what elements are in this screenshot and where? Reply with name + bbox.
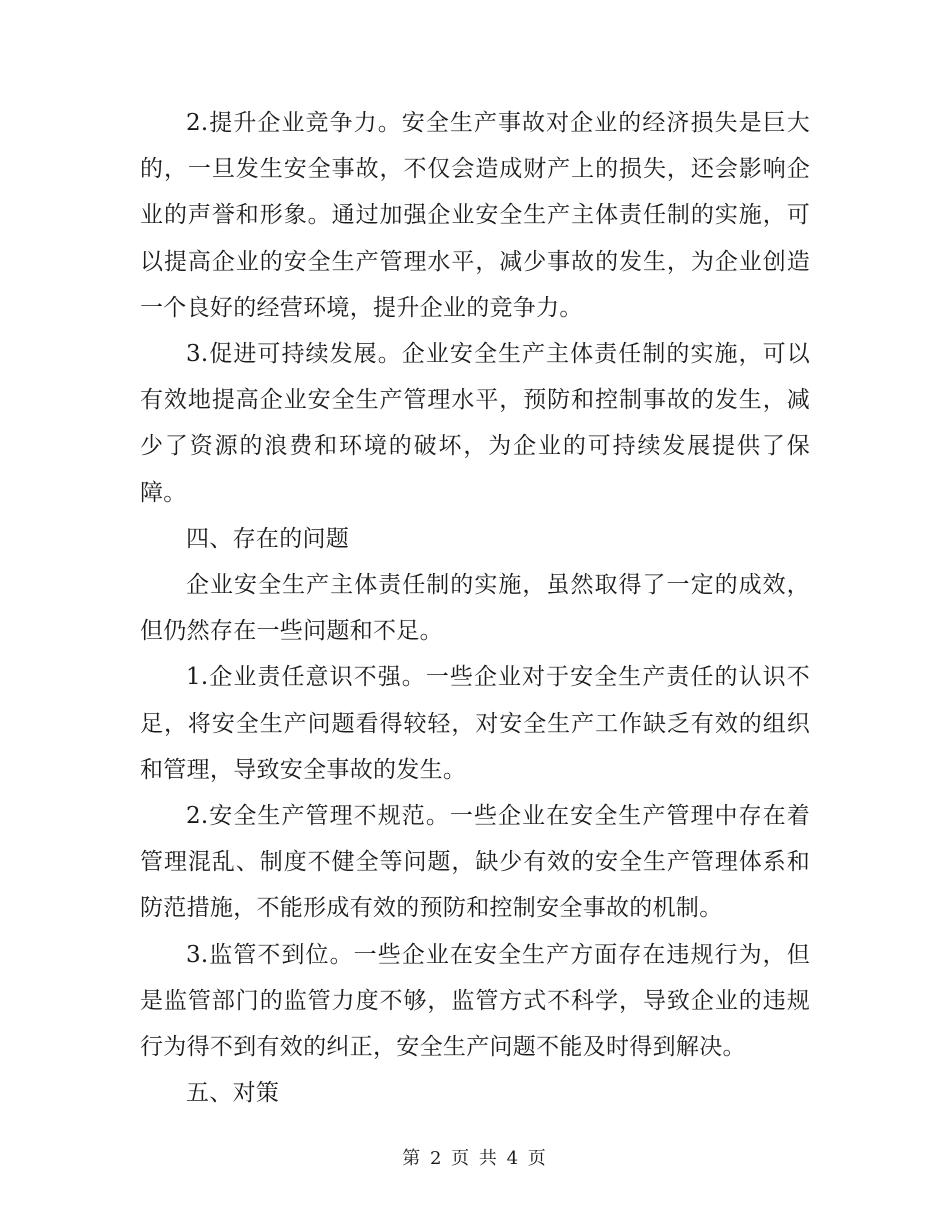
section-heading-problems: 四、存在的问题 xyxy=(186,525,350,552)
paragraph-item-3-sustainability: 3.促进可持续发展。企业安全生产主体责任制的实施，可以有效地提高企业安全生产管理水平，预防和控制事故的发生，减少了资源的浪费和环境的破坏，为企业的可持续发展提供了保障。 xyxy=(140,341,810,506)
paragraph-problems-intro: 企业安全生产主体责任制的实施，虽然取得了一定的成效，但仍然存在一些问题和不足。 xyxy=(140,572,810,645)
section-heading-countermeasures: 五、对策 xyxy=(186,1080,280,1107)
body-text xyxy=(140,100,810,1116)
page-number-footer: 第 2 页 共 4 页 xyxy=(402,1148,548,1169)
paragraph-problem-2: 2.安全生产管理不规范。一些企业在安全生产管理中存在着管理混乱、制度不健全等问题，缺少有效的安全生产管理体系和防范措施，不能形成有效的预防和控制安全事故的机制。 xyxy=(140,803,810,922)
paragraph-problem-3: 3.监管不到位。一些企业在安全生产方面存在违规行为，但是监管部门的监管力度不够，监管方式不科学，导致企业的违规行为得不到有效的纠正，安全生产问题不能及时得到解决。 xyxy=(140,941,810,1061)
paragraph-problem-1: 1.企业责任意识不强。一些企业对于安全生产责任的认识不足，将安全生产问题看得较轻，对安全生产工作缺乏有效的组织和管理，导致安全事故的发生。 xyxy=(140,664,810,783)
paragraph-item-2-competitiveness: 2.提升企业竞争力。安全生产事故对企业的经济损失是巨大的，一旦发生安全事故，不仅会造成财产上的损失，还会影响企业的声誉和形象。通过加强企业安全生产主体责任制的实施，可以提高企业的安全生产管理水平，减少事故的发生，为企业创造一个良好的经营环境，提升企业的竞争力。 xyxy=(140,110,810,321)
